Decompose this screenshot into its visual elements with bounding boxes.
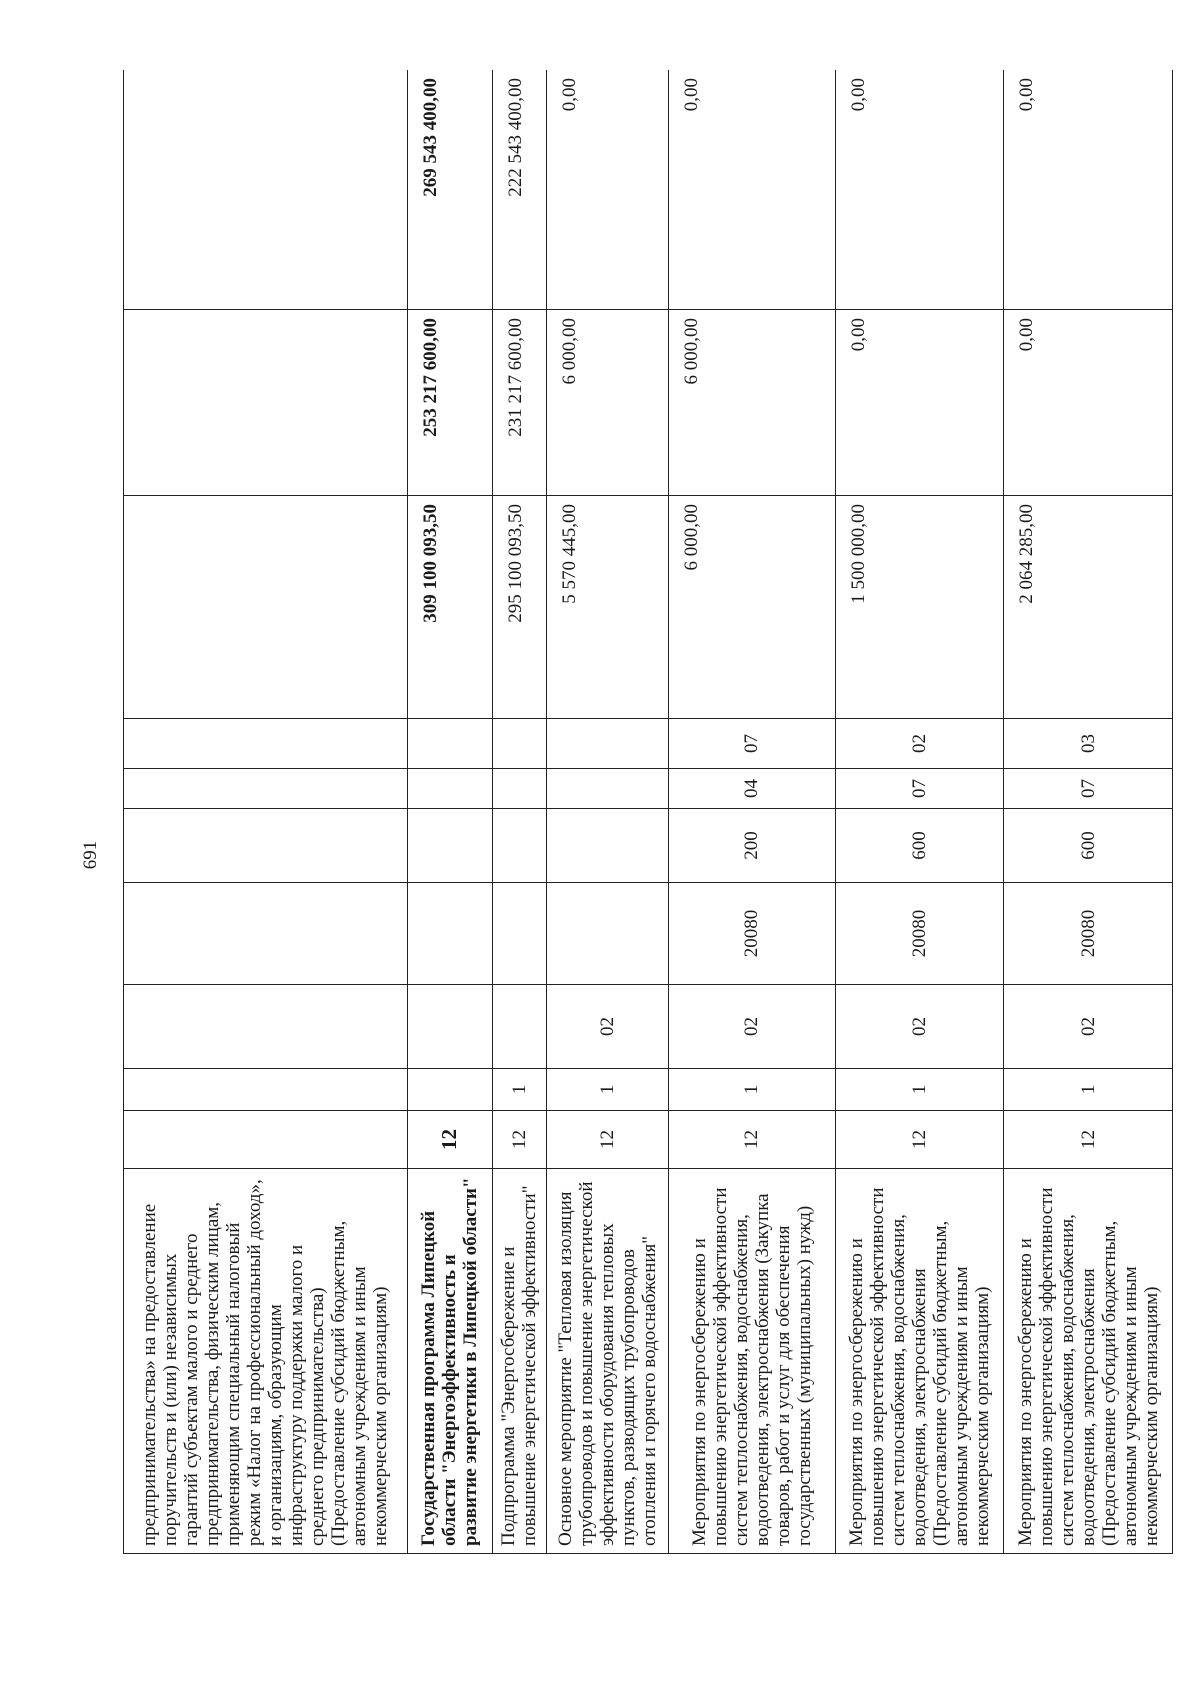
main-activity-code: 02 — [835, 985, 1004, 1069]
table-row — [124, 70, 408, 1554]
amount-col-1: 6 000,00 — [669, 496, 835, 719]
direction-code — [124, 883, 408, 985]
amount-col-2: 0,00 — [835, 310, 1004, 496]
amount-col-1: 1 500 000,00 — [835, 496, 1004, 719]
table-row — [546, 70, 669, 1554]
row-description: Мероприятия по энергосбережению и повышению энергетической эффективности систем теплоснабжения, водоснабжения, водоотведения, электроснабжения (Предоставление субсидий бюджетным, автономным учреждениям и иным некоммерческим организациям) — [1004, 1169, 1173, 1554]
program-code: 12 — [493, 1111, 547, 1169]
main-activity-code: 02 — [546, 985, 669, 1069]
expense-type-code: 600 — [1004, 809, 1173, 883]
expense-type-code — [124, 809, 408, 883]
table-row — [669, 70, 835, 1554]
subsection-code — [546, 719, 669, 769]
amount-col-3: 0,00 — [835, 70, 1004, 310]
direction-code — [407, 883, 492, 985]
section-code — [407, 769, 492, 809]
direction-code: 20080 — [835, 883, 1004, 985]
subsection-code — [407, 719, 492, 769]
row-description: Основное мероприятие "Тепловая изоляция трубопроводов и повышение энергетической эффективности оборудования тепловых пунктов, разводящих трубопроводов отопления и горячего водоснабжения" — [546, 1169, 669, 1554]
row-description: предпринимательства» на предоставление поручительств и (или) независимых гарантий субъектам малого и среднего предпринимательства, физическим лицам, применяющим специальный налоговый режим «Налог на профессиональный доход», и организациям, образующим инфраструктуру поддержки малого и среднего предпринимательства) (Предоставление субсидий бюджетным, автономным учреждениям и иным некоммерческим организациям) — [124, 1169, 408, 1554]
amount-col-3: 0,00 — [1004, 70, 1173, 310]
amount-col-3: 222 543 400,00 — [493, 70, 547, 310]
program-code: 12 — [1004, 1111, 1173, 1169]
main-activity-code: 02 — [1004, 985, 1173, 1069]
expense-type-code — [493, 809, 547, 883]
section-code: 07 — [1004, 769, 1173, 809]
subprogram-code — [407, 1069, 492, 1111]
direction-code: 20080 — [1004, 883, 1173, 985]
row-description: Мероприятия по энергосбережению и повышению энергетической эффективности систем теплоснабжения, водоснабжения, водоотведения, электроснабжения (Закупка товаров, работ и услуг для обеспечения государственных (муниципальных) нужд) — [669, 1169, 835, 1554]
subsection-code: 03 — [1004, 719, 1173, 769]
program-code — [124, 1111, 408, 1169]
expense-type-code: 600 — [835, 809, 1004, 883]
program-code: 12 — [546, 1111, 669, 1169]
subsection-code: 07 — [669, 719, 835, 769]
table-row — [493, 70, 547, 1554]
main-activity-code: 02 — [669, 985, 835, 1069]
direction-code: 20080 — [669, 883, 835, 985]
subprogram-code: 1 — [1004, 1069, 1173, 1111]
amount-col-1: 2 064 285,00 — [1004, 496, 1173, 719]
subprogram-code: 1 — [669, 1069, 835, 1111]
expense-type-code: 200 — [669, 809, 835, 883]
amount-col-2: 253 217 600,00 — [407, 310, 492, 496]
main-activity-code — [124, 985, 408, 1069]
table-row — [1004, 70, 1173, 1554]
main-activity-code — [493, 985, 547, 1069]
amount-col-1: 5 570 445,00 — [546, 496, 669, 719]
amount-col-2: 0,00 — [1004, 310, 1173, 496]
budget-table — [123, 70, 1173, 1554]
section-code: 07 — [835, 769, 1004, 809]
amount-col-1: 309 100 093,50 — [407, 496, 492, 719]
amount-col-3: 0,00 — [669, 70, 835, 310]
direction-code — [546, 883, 669, 985]
amount-col-2: 231 217 600,00 — [493, 310, 547, 496]
row-description: Подпрограмма "Энергосбережение и повышение энергетической эффективности" — [493, 1169, 547, 1554]
subprogram-code: 1 — [493, 1069, 547, 1111]
expense-type-code — [546, 809, 669, 883]
subsection-code — [493, 719, 547, 769]
subprogram-code: 1 — [835, 1069, 1004, 1111]
expense-type-code — [407, 809, 492, 883]
subprogram-code — [124, 1069, 408, 1111]
row-description: Мероприятия по энергосбережению и повышению энергетической эффективности систем теплоснабжения, водоснабжения, водоотведения, электроснабжения (Предоставление субсидий бюджетным, автономным учреждениям и иным некоммерческим организациям) — [835, 1169, 1004, 1554]
amount-col-1 — [124, 496, 408, 719]
amount-col-2: 6 000,00 — [669, 310, 835, 496]
amount-col-3 — [124, 70, 408, 310]
subsection-code — [124, 719, 408, 769]
main-activity-code — [407, 985, 492, 1069]
subprogram-code: 1 — [546, 1069, 669, 1111]
program-code: 12 — [669, 1111, 835, 1169]
section-code — [124, 769, 408, 809]
table-body — [124, 70, 1173, 1554]
subsection-code: 02 — [835, 719, 1004, 769]
amount-col-2 — [124, 310, 408, 496]
program-code: 12 — [407, 1111, 492, 1169]
table-row — [835, 70, 1004, 1554]
amount-col-2: 6 000,00 — [546, 310, 669, 496]
section-code — [546, 769, 669, 809]
section-code — [493, 769, 547, 809]
page-number: 691 — [80, 840, 101, 870]
amount-col-3: 0,00 — [546, 70, 669, 310]
direction-code — [493, 883, 547, 985]
amount-col-3: 269 543 400,00 — [407, 70, 492, 310]
program-code: 12 — [835, 1111, 1004, 1169]
section-code: 04 — [669, 769, 835, 809]
rotated-page-area — [123, 70, 1173, 1554]
row-description: Государственная программа Липецкой области "Энергоэффективность и развитие энергетики в Липецкой области" — [407, 1169, 492, 1554]
table-row — [407, 70, 492, 1554]
amount-col-1: 295 100 093,50 — [493, 496, 547, 719]
